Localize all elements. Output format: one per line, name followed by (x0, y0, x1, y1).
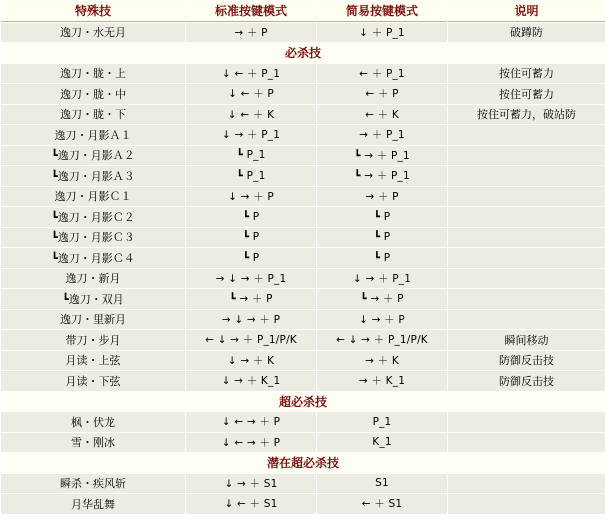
table-row (1, 187, 605, 207)
note-cell (448, 494, 605, 514)
move-name-cell: 逸刀・新月 (1, 269, 185, 289)
standard-command-cell: ↓ → ＋ P_1 (186, 125, 316, 145)
easy-command-cell: ┗ → ＋ P_1 (317, 166, 447, 186)
move-name-cell: 逸刀・月影Ａ１ (1, 125, 185, 145)
note-cell (448, 207, 605, 227)
move-name-cell: ┗逸刀・月影Ｃ４ (1, 248, 185, 268)
standard-command-cell: ↓ → ＋ K_1 (186, 371, 316, 391)
note-cell (448, 310, 605, 330)
header-description: 说明 (448, 1, 605, 22)
section-header-row (1, 392, 605, 412)
standard-command-cell: ↓ ← ＋ S1 (186, 494, 316, 514)
easy-command-cell: ← ＋ K (317, 105, 447, 125)
standard-command-cell: ↓ → ＋ S1 (186, 474, 316, 494)
note-cell (448, 412, 605, 432)
note-cell (448, 289, 605, 309)
standard-command-cell: ↓ ← ＋ K (186, 105, 316, 125)
header-standard-mode: 标准按键模式 (186, 1, 316, 22)
section-title: 超必杀技 (1, 392, 605, 412)
move-name-cell: 月读・上弦 (1, 351, 185, 371)
move-name-cell: 月华乱舞 (1, 494, 185, 514)
note-cell: 防御反击技 (448, 371, 605, 391)
section-title: 潜在超必杀技 (1, 453, 605, 473)
note-cell (448, 187, 605, 207)
table-row (1, 474, 605, 494)
table-row (1, 207, 605, 227)
table-row (1, 412, 605, 432)
easy-command-cell: ┗ P (317, 207, 447, 227)
header-row (1, 1, 605, 22)
note-cell (448, 474, 605, 494)
section-header-row (1, 453, 605, 473)
table-row (1, 84, 605, 104)
easy-command-cell: ↓ → ＋ P_1 (317, 269, 447, 289)
table-row (1, 228, 605, 248)
note-cell (448, 248, 605, 268)
note-cell: 瞬间移动 (448, 330, 605, 350)
move-name-cell: 雪・刚冰 (1, 433, 185, 453)
table-row (1, 105, 605, 125)
standard-command-cell: ┗ P_1 (186, 166, 316, 186)
note-cell: 按住可蓄力 (448, 64, 605, 84)
easy-command-cell: ← ＋ S1 (317, 494, 447, 514)
section-header-row (1, 43, 605, 63)
table-row (1, 330, 605, 350)
table-row (1, 310, 605, 330)
standard-command-cell: ↓ ← → ＋ P (186, 433, 316, 453)
table-row (1, 248, 605, 268)
standard-command-cell: → ↓ → ＋ P (186, 310, 316, 330)
easy-command-cell: → ＋ K (317, 351, 447, 371)
move-name-cell: 带刀・步月 (1, 330, 185, 350)
section-title: 必杀技 (1, 43, 605, 63)
note-cell (448, 146, 605, 166)
easy-command-cell: ← ＋ P (317, 84, 447, 104)
easy-command-cell: ↓ → ＋ P (317, 310, 447, 330)
move-name-cell: 瞬杀・疾风斩 (1, 474, 185, 494)
standard-command-cell: ↓ ← ＋ P (186, 84, 316, 104)
easy-command-cell: ↓ ＋ P_1 (317, 23, 447, 43)
table-row (1, 269, 605, 289)
table-row (1, 289, 605, 309)
note-cell (448, 269, 605, 289)
table-row (1, 64, 605, 84)
standard-command-cell: ┗ P (186, 248, 316, 268)
table-row (1, 371, 605, 391)
note-cell (448, 125, 605, 145)
move-name-cell: ┗逸刀・月影Ｃ３ (1, 228, 185, 248)
easy-command-cell: ┗ P (317, 248, 447, 268)
easy-command-cell: S1 (317, 474, 447, 494)
move-name-cell: ┗逸刀・月影Ａ３ (1, 166, 185, 186)
easy-command-cell: P_1 (317, 412, 447, 432)
table-row (1, 166, 605, 186)
note-cell: 按住可蓄力 (448, 84, 605, 104)
standard-command-cell: ┗ P_1 (186, 146, 316, 166)
move-name-cell: 枫・伏龙 (1, 412, 185, 432)
easy-command-cell: ┗ → ＋ P (317, 289, 447, 309)
standard-command-cell: ↓ → ＋ K (186, 351, 316, 371)
table-row (1, 351, 605, 371)
table-row (1, 433, 605, 453)
note-cell: 防御反击技 (448, 351, 605, 371)
move-name-cell: ┗逸刀・双月 (1, 289, 185, 309)
move-name-cell: ┗逸刀・月影Ｃ２ (1, 207, 185, 227)
standard-command-cell: ↓ → ＋ P (186, 187, 316, 207)
easy-command-cell: ← ＋ P_1 (317, 64, 447, 84)
standard-command-cell: ↓ ← → ＋ P (186, 412, 316, 432)
standard-command-cell: ← ↓ → ＋ P_1/P/K (186, 330, 316, 350)
table-row (1, 494, 605, 514)
header-easy-mode: 简易按键模式 (317, 1, 447, 22)
note-cell (448, 228, 605, 248)
easy-command-cell: ┗ → ＋ P_1 (317, 146, 447, 166)
table-row (1, 146, 605, 166)
easy-command-cell: ┗ P (317, 228, 447, 248)
table-row (1, 125, 605, 145)
move-name-cell: 逸刀・月影Ｃ１ (1, 187, 185, 207)
note-cell: 按住可蓄力，破站防 (448, 105, 605, 125)
easy-command-cell: K_1 (317, 433, 447, 453)
move-list-body (1, 1, 605, 514)
note-cell: 破蹲防 (448, 23, 605, 43)
header-special-move: 特殊技 (1, 1, 185, 22)
standard-command-cell: → ＋ P (186, 23, 316, 43)
standard-command-cell: ┗ → ＋ P (186, 289, 316, 309)
table-row (1, 23, 605, 43)
move-name-cell: 逸刀・胧・上 (1, 64, 185, 84)
note-cell (448, 433, 605, 453)
move-name-cell: 逸刀・里新月 (1, 310, 185, 330)
standard-command-cell: ↓ ← ＋ P_1 (186, 64, 316, 84)
move-name-cell: 逸刀・胧・下 (1, 105, 185, 125)
easy-command-cell: → ＋ P_1 (317, 125, 447, 145)
move-name-cell: ┗逸刀・月影Ａ２ (1, 146, 185, 166)
note-cell (448, 166, 605, 186)
easy-command-cell: ← ↓ → ＋ P_1/P/K (317, 330, 447, 350)
standard-command-cell: ┗ P (186, 207, 316, 227)
easy-command-cell: → ＋ P (317, 187, 447, 207)
easy-command-cell: → ＋ K_1 (317, 371, 447, 391)
standard-command-cell: → ↓ → ＋ P_1 (186, 269, 316, 289)
move-name-cell: 月读・下弦 (1, 371, 185, 391)
move-name-cell: 逸刀・水无月 (1, 23, 185, 43)
standard-command-cell: ┗ P (186, 228, 316, 248)
move-name-cell: 逸刀・胧・中 (1, 84, 185, 104)
